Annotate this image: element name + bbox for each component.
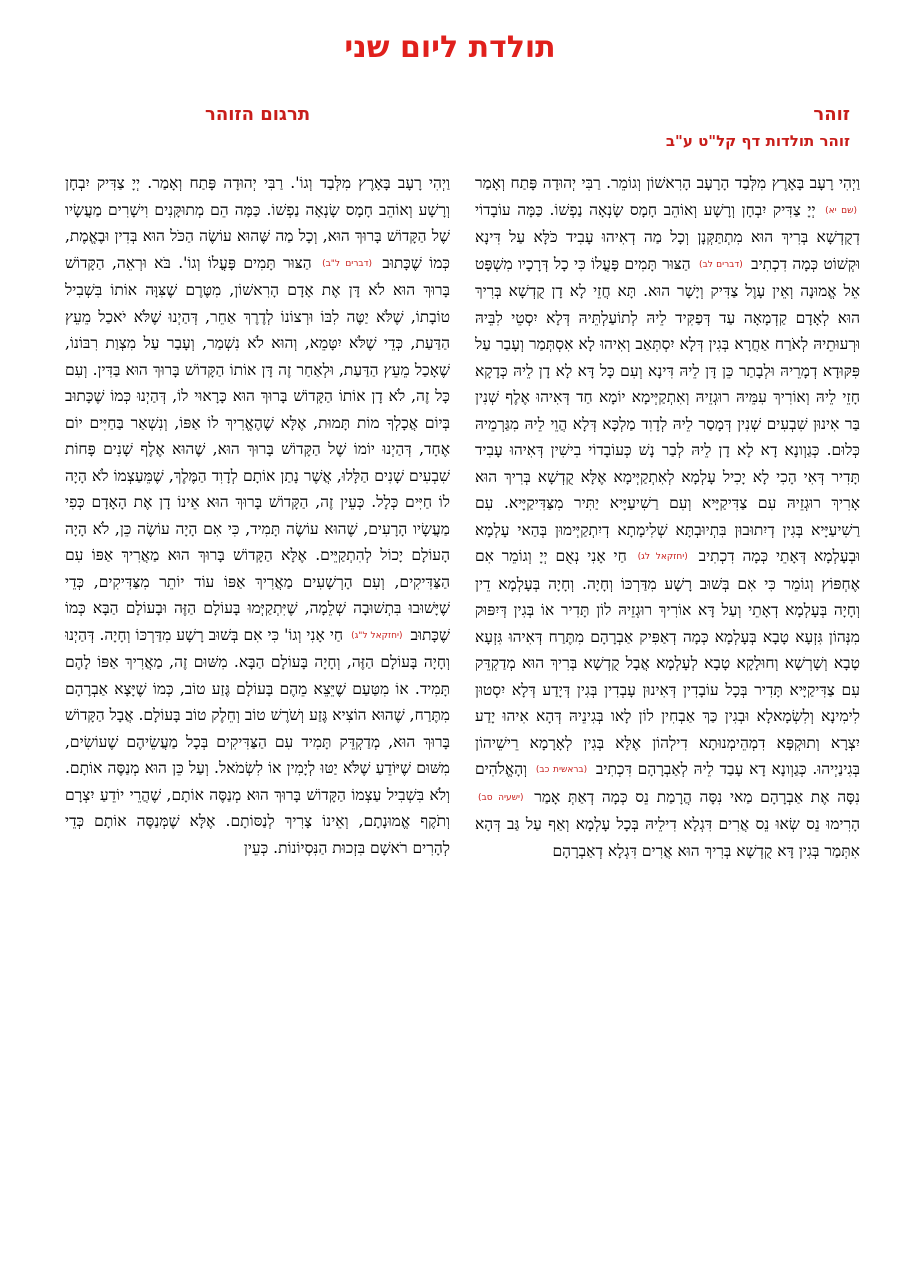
zohar-text: הָרִימוּ נֵס שְׂאוּ נֵס אֲרִים דִּגְלָא דִילֵיהּ בְּכָל עָלְמָא וְאַף עַל גַּב דְּהָא אִתְּמַר בְּגִין דָּא קֻדְשָׁא בְּרִיךְ הוּא אֲרִים דִּגְלָא דְאַבְרָהָם xyxy=(475,815,860,860)
targum-paragraph xyxy=(65,170,450,861)
verse-reference: (שם יא) xyxy=(825,205,857,216)
targum-text: וַיְהִי רָעָב בָּאָרֶץ מִלְּבַד וְגוֹ'. רַבִּי יְהוּדָה פָּתַח וְאָמַר. יְיָ צַדִּיק יִבְחָן וְרָשָׁע וְאוֹהֵב חָמָס שָׂנְאָה נַפְשׁוֹ. כַּמָּה הֵם מְתוּקָּנִים וִישָׁרִים מַעֲשָׂיו שֶׁל הַקָּדוֹשׁ בָּרוּךְ הוּא, וְכָל מַה שֶּׁהוּא עוֹשֶׂה הַכֹּל הוּא בְּדִין וּבֶאֱמֶת, כְּמוֹ שֶׁכָּתוּב xyxy=(65,174,450,272)
verse-reference: (ישעיה סב) xyxy=(478,792,524,803)
zohar-text: חַי אָנִי נְאֻם יְיָ וְגוֹמֵר אִם אֶחְפּוֹץ וְגוֹמֵר כִּי אִם בְּשׁוּב רָשָׁע מִדַּרְכּוֹ וְחָיָה. וְחָיָה בְּעָלְמָא דֵין וְחָיָה בְּעָלְמָא דְאָתֵי וְעַל דָּא אוֹרִיךְ רוּגְזֵיהּ לוֹן תָּדִיר אוֹ בְּגִין דְּיִפּוּק מִנְּהוֹן גִּזְעָא טָבָא בְּעָלְמָא כְּמָה דְאַפִּיק אַבְרָהָם מִתֶּרַח דְּאִיהוּ גִּזְעָא טָבָא וְשָׁרְשָׁא וְחוּלָקָא טָבָא לְעָלְמָא אֲבָל קֻדְשָׁא בְּרִיךְ הוּא מְדַקְדֵּק עִם צַדִּיקַיָּיא תָּדִיר בְּכָל עוֹבָדִין דְּאִינוּן עָבְדִין בְּגִין דְּיָדַע דְּלָא יִסְטוּן לִימִינָא וְלִשְׂמָאלָא וּבְגִין כַּךְ אַבְחִין לוֹן לָאו בְּגִינֵיהּ דְּהָא אִיהוּ יָדַע יִצְרָא וְתוּקְפָּא דִמְהֵימְנוּתָא דִילְהוֹן אֶלָּא בְּגִין לְאָרָמָא רֵישֵׁיהוֹן בְּגִינַיְיהוּ. כְּגַוְונָא דָא עָבַד לֵיהּ לְאַבְרָהָם דִּכְתִיב xyxy=(475,547,860,778)
zohar-text: יְיָ צַדִּיק יִבְחָן וְרָשָׁע וְאוֹהֵב חָמָס שָׂנְאָה נַפְשׁוֹ. כַּמָּה עוֹבָדוֹי דְקֻדְשָׁא בְּרִיךְ הוּא מִתְתַּקְּנָן וְכָל מַה דְאִיהוּ עָבִיד כֹּלָּא עַל דִּינָא וּקְשׁוֹט כְּמָה דִכְתִיב xyxy=(475,200,860,273)
targum-text: הַצּוּר תָּמִים פָּעֳלוֹ וְגוֹ'. בֹּא וּרְאֵה, הַקָּדוֹשׁ בָּרוּךְ הוּא לֹא דָּן אֶת אָדָם הָרִאשׁוֹן, מִטֶּרֶם שֶׁצִּוָּה אוֹתוֹ בִּשְׁבִיל טוֹבָתוֹ, שֶׁלֹּא יַטֶּה לִבּוֹ וּרְצוֹנוֹ לְדֶרֶךְ אַחֵר, דְּהַיְנוּ שֶׁלֹּא יֹאכַל מֵעֵץ הַדַּעַת, כְּדֵי שֶׁלֹּא יִטָּמֵא, וְהוּא לֹא נִשְׁמַר, וְעָבַר עַל מִצְוַת רִבּוֹנוֹ, שֶׁאָכַל מֵעֵץ הַדַּעַת, וּלְאַחַר זֶה דָּן אוֹתוֹ הַקָּדוֹשׁ בָּרוּךְ הוּא בַּדִּין. וְעִם כָּל זֶה, לֹא דָן אוֹתוֹ הַקָּדוֹשׁ בָּרוּךְ הוּא כָּרָאוּי לוֹ, דְּהַיְנוּ כְּמוֹ שֶׁכָּתוּב בְּיוֹם אֲכָלְךָ מוֹת תָּמוּת, אֶלָּא שֶׁהֶאֱרִיךְ לוֹ אַפּוֹ, וְנִשְׁאַר בַּחַיִּים יוֹם אֶחָד, דְּהַיְנוּ יוֹמוֹ שֶׁל הַקָּדוֹשׁ בָּרוּךְ הוּא, שֶׁהוּא אֶלֶף שָׁנִים פָּחוֹת שִׁבְעִים שָׁנִים הַלָּלוּ, אֲשֶׁר נָתַן אוֹתָם לְדָוִד הַמֶּלֶךְ, שֶׁמֵּעַצְמוֹ לֹא הָיָה לוֹ חַיִּים כְּלָל. כְּעֵין זֶה, הַקָּדוֹשׁ בָּרוּךְ הוּא אֵינוֹ דָן אֶת הָאָדָם כְּפִי מַעֲשָׂיו הָרָעִים, שֶׁהוּא עוֹשֶׂה תָּמִיד, כִּי אִם הָיָה עוֹשֶׂה כֵּן, לֹא הָיָה הָעוֹלָם יָכוֹל לְהִתְקַיֵּים. אֶלָּא הַקָּדוֹשׁ בָּרוּךְ הוּא מַאֲרִיךְ אַפּוֹ עִם הַצַּדִּיקִים, וְעִם הָרְשָׁעִים מַאֲרִיךְ אַפּוֹ עוֹד יוֹתֵר מִצַּדִּיקִים, כְּדֵי שֶׁיָּשׁוּבוּ בִּתְשׁוּבָה שְׁלֵמָה, שֶׁיִּתְקַיְּמוּ בָּעוֹלָם הַזֶּה וּבָעוֹלָם הַבָּא כְּמוֹ שֶׁכָּתוּב xyxy=(65,253,450,644)
zohar-paragraph xyxy=(475,170,860,864)
zohar-source-reference: זוהר תולדות דף קל"ט ע"ב xyxy=(665,132,850,150)
verse-reference: (יחזקאל לג) xyxy=(637,552,688,562)
targum-column-header: תרגום הזוהר xyxy=(205,104,311,125)
verse-reference: (דברים ל"ב) xyxy=(322,258,373,269)
zohar-text: וְהָאֱלֹהִים נִסָּה אֶת אַבְרָהָם מַאי נִסָּה הֲרָמַת נֵס כְּמָה דְאַתְּ אָמַר xyxy=(475,760,860,806)
zohar-text: הַצּוּר תָּמִים פָּעֳלוֹ כִּי כָל דְּרָכָיו מִשְׁפָּט אֵל אֱמוּנָה וְאֵין עָוֶל צַדִּיק וְיָשָׁר הוּא. תָּא חֲזֵי לָא דָן קֻדְשָׁא בְּרִיךְ הוּא לְאָדָם קַדְמָאָה עַד דְּפַקִּיד לֵיהּ לְתוֹעַלְתֵּיהּ דְּלָא יִסְטֵי לִבֵּיהּ וּרְעוּתֵיהּ לְאֹרַח אַחֲרָא בְּגִין דְּלָא יִסְתְּאַב וְאִיהוּ לָא אִסְתְּמַר וְעָבַר עַל פִּקּוּדָא דְמָרֵיהּ וּלְבָתַר כֵּן דָּן לֵיהּ דִּינָא וְעִם כָּל דָּא לָא דָן לֵיהּ כְּדָקָא חָזֵי לֵיהּ וְאוֹרִיךְ עִמֵּיהּ רוּגְזֵיהּ וְאִתְקַיְּימָא יוֹמָא חַד דְּאִיהוּ אֶלֶף שְׁנִין בַּר אִינוּן שִׁבְעִים שְׁנִין דְּמָסַר לֵיהּ לְדָוִד מַלְכָּא דְּלָא הֲוֵי לֵיהּ מִגַּרְמֵיהּ כְּלוּם. כְּגַוְונָא דָא לָא דָן לֵיהּ לְבַר נָשׁ כְּעוֹבָדוֹי בִישִׁין דְּאִיהוּ עָבִיד תָּדִיר דְּאִי הָכִי לָא יָכִיל עָלְמָא לְאִתְקַיְּימָא אֶלָּא קֻדְשָׁא בְּרִיךְ הוּא אָרִיךְ רוּגְזֵיהּ עִם צַדִּיקַיָּיא וְעִם רַשִׁיעַיָּיא יַתִּיר מִצַּדִּיקַיָּיא. עִם רַשִׁיעַיָּיא בְּגִין דְיִתוּבוּן בִּתְיוּבְתָּא שְׁלִימָתָא דְיִתְקַיְּימוּן בְּהַאי עָלְמָא וּבְעָלְמָא דְּאָתֵי כְּמָה דִכְתִיב xyxy=(475,254,860,565)
verse-reference: (דברים לב) xyxy=(699,259,743,270)
page-title: תולדת ליום שני xyxy=(344,30,556,65)
targum-text: חַי אָנִי וְגוֹ' כִּי אִם בְּשׁוּב רָשָׁע מִדַּרְכּוֹ וְחָיָה. דְּהַיְנוּ וְחָיָה בָּעוֹלָם הַזֶּה, וְחָיָה בָּעוֹלָם הַבָּא. מִשּׁוּם זֶה, מַאֲרִיךְ אַפּוֹ לָהֶם תָּמִיד. אוֹ מִטַּעַם שֶׁיֵּצֵא מֵהֶם בָּעוֹלָם גֶּזַע טוֹב, כְּמוֹ שֶׁיָּצָא אַבְרָהָם מִתֶּרַח, שֶׁהוּא הוֹצִיא גֶּזַע וְשֹׁרֶשׁ טוֹב וְחֵלֶק טוֹב בָּעוֹלָם. אֲבָל הַקָּדוֹשׁ בָּרוּךְ הוּא, מְדַקְדֵּק תָּמִיד עִם הַצַּדִּיקִים בְּכָל מַעֲשֵׂיהֶם שֶׁעוֹשִׂים, מִשּׁוּם שֶׁיּוֹדֵעַ שֶׁלֹּא יַטּוּ לְיָמִין אוֹ לִשְׂמֹאל. וְעַל כֵּן הוּא מְנַסֶּה אוֹתָם. וְלֹא בִּשְׁבִיל עַצְמוֹ הַקָּדוֹשׁ בָּרוּךְ הוּא מְנַסֶּה אוֹתָם, שֶׁהֲרֵי יוֹדֵעַ יִצְרָם וְתֹקֶף אֱמוּנָתָם, וְאֵינוֹ צָרִיךְ לְנַסּוֹתָם. אֶלָּא שֶׁמְּנַסֶּה אוֹתָם כְּדֵי לְהָרִים רֹאשָׁם בִּזְכוּת הַנִּסְיוֹנוֹת. כְּעֵין xyxy=(65,625,450,857)
zohar-column-header: זוהר xyxy=(813,104,850,125)
verse-reference: (בראשית כב) xyxy=(535,765,588,775)
verse-reference: (יחזקאל ל"ג) xyxy=(351,630,403,641)
targum-text-column xyxy=(65,170,450,1250)
zohar-text: וַיְהִי רָעָב בָּאָרֶץ מִלְּבַד הָרָעָב הָרִאשׁוֹן וְגוֹמֵר. רַבִּי יְהוּדָה פָּתַח וְאָמַר xyxy=(475,174,860,192)
zohar-text-column xyxy=(475,170,860,1250)
